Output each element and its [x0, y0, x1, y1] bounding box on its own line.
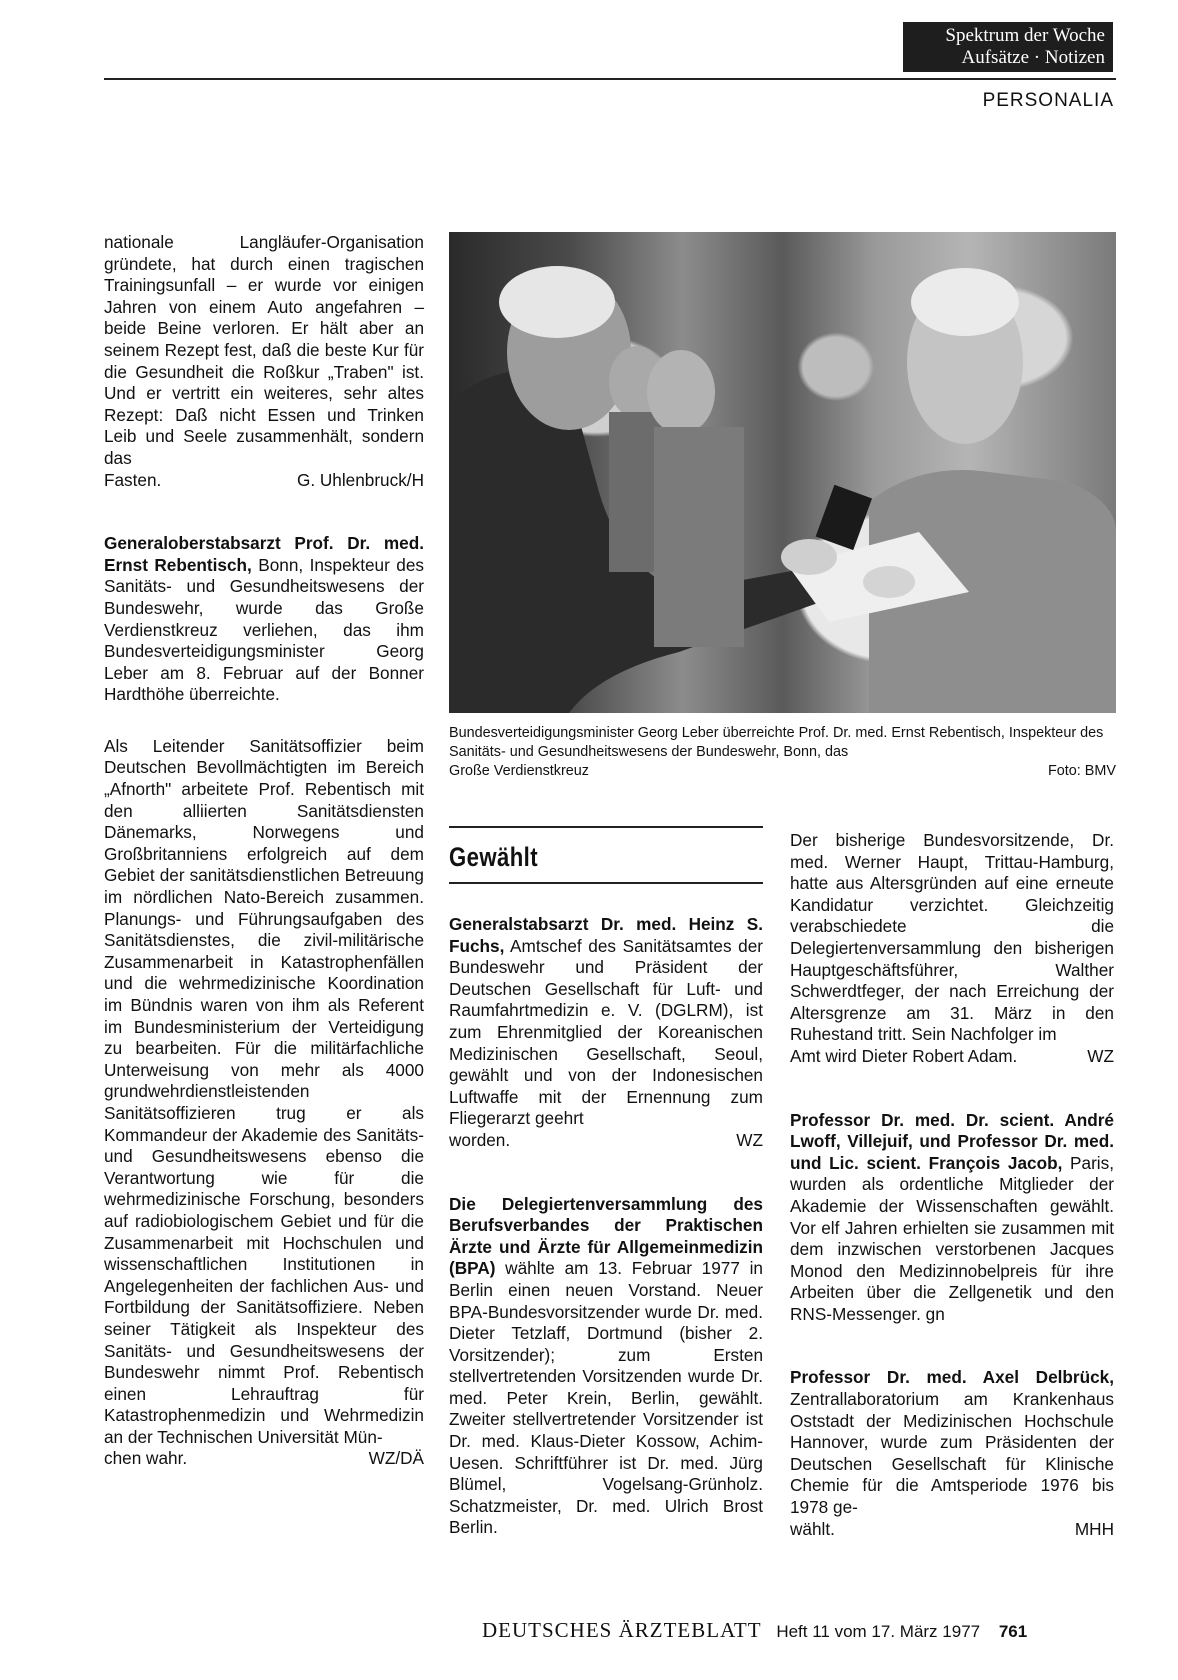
article-bpa-continued: Der bisherige Bundesvorsitzende, Dr. med. Werner Haupt, Trittau-Hamburg, hatte aus Altersgründen auf eine erneute Kandidatur verzichtet. Gleichzeitig verabschiedete die Delegiertenversammlung den bisherigen Hauptgeschäftsführer, Walther Schwerdtfeger, der nach Erreichung der Altersgrenze am 31. März in den Ruhestand tritt. Sein Nachfolger im: [790, 830, 1114, 1045]
section-title: PERSONALIA: [982, 90, 1114, 111]
section-badge: [903, 22, 1113, 72]
article-rebentisch-intro: Generaloberstabsarzt Prof. Dr. med. Ernst Rebentisch, Bonn, Inspekteur des Sanitäts- und Gesundheitswesens der Bundeswehr, wurde das Große Verdienstkreuz verliehen, das ihm Bundesverteidigungsminister Georg Leber am 8. Februar auf der Bonner Hardthöhe überreichte.: [104, 533, 424, 705]
column-2: [449, 914, 763, 1539]
column-1: [104, 232, 424, 1470]
page-footer: [482, 1618, 1027, 1643]
issue-info: Heft 11 vom 17. März 1977: [776, 1622, 981, 1641]
section-badge-line2: Aufsätze · Notizen: [961, 47, 1105, 68]
photo-credit: Foto: BMV: [1048, 763, 1116, 779]
article-delbrueck-text: Professor Dr. med. Axel Delbrück, Zentrallaboratorium am Krankenhaus Oststadt der Medizinischen Hochschule Hannover, wurde zum Präsidenten der Deutschen Gesellschaft für Klinische Chemie für die Amtsperiode 1976 bis 1978 ge-: [790, 1367, 1114, 1518]
header-rule: [104, 78, 1116, 80]
section-rule-top: [449, 826, 763, 828]
photo-caption-text: Bundesverteidigungsminister Georg Leber überreichte Prof. Dr. med. Ernst Rebentisch, Inspekteur des Sanitäts- und Gesundheitswesens der Bundeswehr, Bonn, das: [449, 725, 1104, 760]
article-bpa-signature-line: Amt wird Dieter Robert Adam. WZ: [790, 1045, 1114, 1066]
article-fuchs-signature-line: worden. WZ: [449, 1129, 763, 1150]
award-ceremony-photo: [449, 232, 1116, 713]
article-delbrueck-signature-line: wählt. MHH: [790, 1518, 1114, 1539]
photo-caption: [449, 724, 1116, 781]
article-rebentisch-body: Als Leitender Sanitätsoffizier beim Deutschen Bevollmächtigten im Bereich „Afnorth" arbeitete Prof. Rebentisch mit den alliierten Sanitätsdiensten Dänemarks, Norwegens und Großbritanniens erfolgreich auf dem Gebiet der sanitätsdienstlichen Betreuung im nördlichen Nato-Bereich zusammen. Planungs- und Führungsaufgaben des Sanitätsdienstes, die zivil-militärische Zusammenarbeit in Katastrophenfällen und die wehrmedizinische Koordination im Bündnis waren von ihm als Referent im Bundesministerium der Verteidigung zu bearbeiten. Für die militärfachliche Unterweisung von mehr als 4000 grundwehrdienstleistenden Sanitätsoffizieren trug er als Kommandeur der Akademie des Sanitäts- und Gesundheitswesens ebenso die Verantwortung wie für die wehrmedizinische Forschung, besonders auf radiobiologischem Gebiet und für die Zusammenarbeit mit Hochschulen und wissenschaftlichen Institutionen in Angelegenheiten der fachlichen Aus- und Fortbildung der Sanitätsoffiziere. Neben seiner Tätigkeit als Inspekteur des Sanitäts- und Gesundheitswesens der Bundeswehr nimmt Prof. Rebentisch einen Lehrauftrag für Katastrophenmedizin und Wehrmedizin an der Technischen Universität Mün-: [104, 735, 424, 1447]
article-bpa-text: Die Delegiertenversammlung des Berufsverbandes der Praktischen Ärzte und Ärzte für Allgemeinmedizin (BPA) wählte am 13. Februar 1977 in Berlin einen neuen Vorstand. Neuer BPA-Bundesvorsitzender wurde Dr. med. Dieter Tetzlaff, Dortmund (bisher 2. Vorsitzender); zum Ersten stellvertretenden Vorsitzenden wurde Dr. med. Peter Krein, Berlin, gewählt. Zweiter stellvertretender Vorsitzender ist Dr. med. Klaus-Dieter Kossow, Achim-Uesen. Schriftführer ist Dr. med. Jürg Blümel, Vogelsang-Grünholz. Schatzmeister, Dr. med. Ulrich Brost Berlin.: [449, 1193, 763, 1538]
section-badge-line1: Spektrum der Woche: [945, 25, 1105, 46]
photo-illustration: [449, 232, 1116, 713]
article-uhlenbruck-text: nationale Langläufer-Organisation gründete, hat durch einen tragischen Trainingsunfall – er wurde vor einigen Jahren von einem Auto angefahren – beide Beine verloren. Er hält aber an seinem Rezept fest, daß die beste Kur für die Gesundheit die Roßkur „Traben" ist. Und er vertritt ein weiteres, sehr altes Rezept: Daß nicht Essen und Trinken Leib und Seele zusammenhält, sondern das: [104, 232, 424, 468]
photo-caption-last-line: Große Verdienstkreuz Foto: BMV: [449, 763, 1116, 779]
section-heading: Gewählt: [449, 842, 538, 872]
article-uhlenbruck-signature-line: Fasten. G. Uhlenbruck/H: [104, 469, 424, 490]
section-rule-bottom: [449, 882, 763, 884]
article-lwoff-jacob-text: Professor Dr. med. Dr. scient. André Lwoff, Villejuif, und Professor Dr. med. und Lic. scient. François Jacob, Paris, wurden als ordentliche Mitglieder der Akademie der Wissenschaften gewählt. Vor elf Jahren erhielten sie zusammen mit dem inzwischen verstorbenen Jacques Monod den Medizinnobelpreis für ihre Arbeiten über die Zellgenetik und den RNS-Messenger. gn: [790, 1109, 1114, 1324]
column-3: [790, 830, 1114, 1540]
page-number: 761: [998, 1622, 1028, 1641]
article-rebentisch-signature-line: chen wahr. WZ/DÄ: [104, 1448, 424, 1469]
journal-name: DEUTSCHES ÄRZTEBLATT: [482, 1618, 762, 1642]
article-fuchs-text: Generalstabsarzt Dr. med. Heinz S. Fuchs, Amtschef des Sanitätsamtes der Bundeswehr und Präsident der Deutschen Gesellschaft für Luft- und Raumfahrtmedizin e. V. (DGLRM), ist zum Ehrenmitglied der Koreanischen Medizinischen Gesellschaft, Seoul, gewählt und von der Indonesischen Luftwaffe mit der Ernennung zum Fliegerarzt geehrt: [449, 914, 763, 1129]
